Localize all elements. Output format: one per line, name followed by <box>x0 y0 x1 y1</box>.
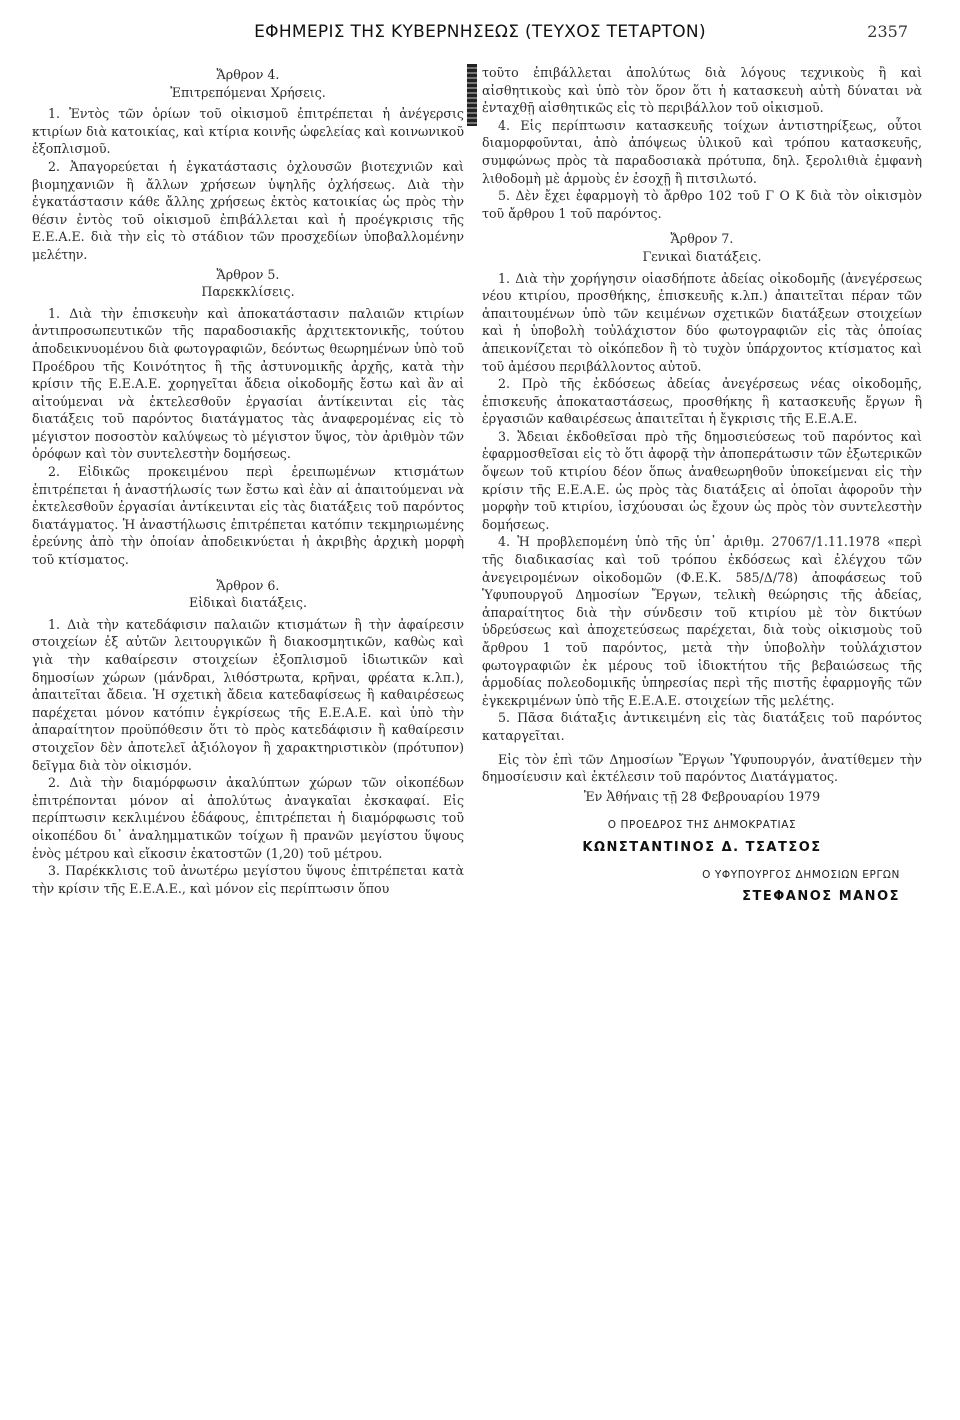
article-6-paragraph-5: 5. Δὲν ἔχει ἐφαρμογὴ τὸ ἄρθρο 102 τοῦ Γ Ο Κ διὰ τὸν οἰκισμὸν τοῦ ἄρθρου 1 τοῦ παρόντος. <box>482 188 922 221</box>
left-column <box>32 64 464 897</box>
gazette-title: ΕΦΗΜΕΡΙΣ ΤΗΣ ΚΥΒΕΡΝΗΣΕΩΣ (ΤΕΥΧΟΣ ΤΕΤΑΡΤΟΝ) <box>254 22 706 42</box>
article-6-paragraph-4: 4. Εἰς περίπτωσιν κατασκευῆς τοίχων ἀντιστηρίξεως, οὗτοι διαμορφοῦνται, ἀπὸ ἀπόψεως ὑλικοῦ καὶ τρόπου κατασκευῆς, συμφώνως πρὸς τὰ παραδοσιακὰ πρότυπα, δηλ. ξερολιθιὰ ἐμφανὴ λιθοδομὴ μὲ ἁρμοὺς ἐν ἐσοχῇ ἢ πιτσιλωτό. <box>482 117 922 186</box>
article-7-paragraph-2: 2. Πρὸ τῆς ἐκδόσεως ἀδείας ἀνεγέρσεως νέας οἰκοδομῆς, ἐπισκευῆς ἀποκαταστάσεως, προσθήκης ἢ κατασκευῆς ἔργων ἢ ἐργασιῶν καθαιρέσεως ἀπαιτεῖται ἡ ἔγκρισις τῆς Ε.Ε.Α.Ε. <box>482 376 922 427</box>
article-6-title: Ἄρθρον 6. <box>216 577 280 593</box>
deputy-minister-name: ΣΤΕΦΑΝΟΣ ΜΑΝΟΣ <box>742 889 900 905</box>
article-5-subtitle: Παρεκκλίσεις. <box>201 284 295 300</box>
article-7-title: Ἄρθρον 7. <box>670 231 734 247</box>
article-6-paragraph-1: 1. Διὰ τὴν κατεδάφισιν παλαιῶν κτισμάτων ἢ τὴν ἀφαίρεσιν στοιχείων ἐξ αὐτῶν λειτουργικῶν ἢ διακοσμητικῶν, καθὼς καὶ γιὰ τὴν καθαίρεσιν στοιχείων ἐξοπλισμοῦ ἰδιωτικῶν καὶ δημοσίων χώρων (μάνδραι, λιθόστρωτα, κρῆναι, φρέατα κ.λπ.), ἀπαιτεῖται ἄδεια. Ἡ σχετικὴ ἄδεια κατεδαφίσεως ἢ καθαιρέσεως παρέχεται μόνον κατόπιν ἐγκρίσεως τῆς Ε.Ε.Α.Ε. καὶ ὑπὸ τὴν ἀπαραίτητον προϋπόθεσιν ὅτι τὸ πρὸς κατεδάφισιν ἢ καθαίρεσιν στοιχεῖον δὲν ἀποτελεῖ ἀξιόλογον ἢ χαρακτηριστικὸν (πρότυπον) δεῖγμα διὰ τὸν οἰκισμόν. <box>32 616 464 773</box>
article-6-paragraph-2: 2. Διὰ τὴν διαμόρφωσιν ἀκαλύπτων χώρων τῶν οἰκοπέδων ἐπιτρέπονται μόνον αἱ ἀπολύτως ἀναγκαῖαι ἐκσκαφαί. Εἰς περίπτωσιν κεκλιμένου ἐδάφους, ἐπιτρέπεται ἡ διαμόρφωσις τοῦ οἰκοπέδου δι᾿ ἀναλημματικῶν τοίχων ἢ πρανῶν μεγίστου ὕψους ἑνὸς μέτρου καὶ εἴκοσιν ἑκατοστῶν (1,20) τοῦ μέτρου. <box>32 775 464 861</box>
continued-paragraph: τοῦτο ἐπιβάλλεται ἀπολύτως διὰ λόγους τεχνικοὺς ἢ καὶ αἰσθητικοὺς καὶ ὑπὸ τὸν ὅρον ὅτι ἡ κατασκευὴ αὐτὴ δύναται νὰ ἐνταχθῇ αἰσθητικῶς εἰς τὸ περιβάλλον τοῦ οἰκισμοῦ. <box>482 65 922 116</box>
article-7-subtitle: Γενικαὶ διατάξεις. <box>642 248 762 264</box>
article-6-subtitle: Εἰδικαὶ διατάξεις. <box>189 595 307 611</box>
president-name: ΚΩΝΣΤΑΝΤΙΝΟΣ Δ. ΤΣΑΤΣΟΣ <box>582 839 822 855</box>
article-5-paragraph-2: 2. Εἰδικῶς προκειμένου περὶ ἐρειπωμένων κτισμάτων ἐπιτρέπεται ἡ ἀναστήλωσίς των ἔστω καὶ ἐὰν αἱ ἀπαιτούμεναι νὰ ἐκτελεσθοῦν ἐργασίαι ἀντίκεινται εἰς τὰς διατάξεις τοῦ παρόντος διατάγματος. Ἡ ἀναστήλωσις ἐπιτρέπεται κατόπιν τεκμηριωμένης ἐρεύνης ἀπὸ τὴν ὁποίαν ἀποδεικνύεται ἡ ἀκριβὴς ἀρχικὴ μορφὴ τοῦ κτίσματος. <box>32 464 464 568</box>
article-5-paragraph-1: 1. Διὰ τὴν ἐπισκευὴν καὶ ἀποκατάστασιν παλαιῶν κτιρίων ἀντιπροσωπευτικῶν τῆς παραδοσιακῆς ἀρχιτεκτονικῆς, τούτου ἀποδεικνυομένου διὰ φωτογραφιῶν, δεόντως θεωρημένων ὑπὸ τοῦ Προέδρου τῆς Κοινότητος ἢ τῆς ἀστυνομικῆς ἀρχῆς, κατὰ τὴν κρίσιν τῆς Ε.Ε.Α.Ε. χορηγεῖται ἄδεια οἰκοδομῆς ἔστω καὶ ἂν αἱ αἰτούμεναι νὰ ἐκτελεσθοῦν ἐργασίαι ἀντίκεινται εἰς τὰς διατάξεις τοῦ παρόντος διατάγματος τὰς ἀναφερομένας εἰς τὸ μέγιστον ποσοστὸν καλύψεως τὸ μέγιστον ὕψος, τὸν ἀριθμὸν τῶν ὀρόφων καὶ τὸν συντελεστὴν δομήσεως. <box>32 305 464 462</box>
article-4-paragraph-2: 2. Ἀπαγορεύεται ἡ ἐγκατάστασις ὀχλουσῶν βιοτεχνιῶν καὶ βιομηχανιῶν ἢ ἄλλων χρήσεων ὑψηλῆς ὀχλήσεως. Διὰ τὴν ἐγκατάστασιν κάθε ἄλλης χρήσεως ἐκτὸς κατοικίας ὡς πρὸς τὴν θέσιν ἐντὸς τοῦ οἰκισμοῦ ἐπιβάλλεται καὶ ἡ προέγκρισις τῆς Ε.Ε.Α.Ε. διὰ τὴν εἰς τὸ στάδιον τῶν προσχεδίων ὑποβαλλομένην μελέτην. <box>32 158 464 262</box>
closing-paragraph: Εἰς τὸν ἐπὶ τῶν Δημοσίων Ἔργων Ὑφυπουργόν, ἀνατίθεμεν τὴν δημοσίευσιν καὶ ἐκτέλεσιν τοῦ παρόντος Διατάγματος. <box>482 751 922 785</box>
article-6-paragraph-3: 3. Παρέκκλισις τοῦ ἀνωτέρω μεγίστου ὕψους ἐπιτρέπεται κατὰ τὴν κρίσιν τῆς Ε.Ε.Α.Ε., καὶ μόνον εἰς περίπτωσιν ὅπου <box>32 863 464 896</box>
article-7-paragraph-1: 1. Διὰ τὴν χορήγησιν οἱασδήποτε ἀδείας οἰκοδομῆς (ἀνεγέρσεως νέου κτιρίου, προσθήκης, ἐπισκευῆς κ.λπ.) ἀπαιτεῖται πέραν τῶν ἀπαιτουμένων ὑπὸ τῶν κειμένων σχετικῶν διατάξεων στοιχείων καὶ ἡ ὑποβολὴ τοὐλάχιστον δύο φωτογραφιῶν εἰς τὰς ὁποίας ἀπεικονίζεται τὸ οἰκόπεδον ἢ τὸ τυχὸν ὑπάρχοντος κτίσματος καὶ τοῦ ἀμέσου περιβάλλοντος αὐτοῦ. <box>482 270 922 374</box>
page-header <box>0 22 960 50</box>
article-4-title: Ἄρθρον 4. <box>216 67 280 82</box>
signature-block <box>482 817 922 905</box>
scan-binding-mark <box>467 64 477 126</box>
president-title: Ο ΠΡΟΕΔΡΟΣ ΤΗΣ ΔΗΜΟΚΡΑΤΙΑΣ <box>607 819 797 832</box>
page-number: 2357 <box>867 22 908 41</box>
article-7-paragraph-5: 5. Πᾶσα διάταξις ἀντικειμένη εἰς τὰς διατάξεις τοῦ παρόντος καταργεῖται. <box>482 710 922 743</box>
article-7-paragraph-3: 3. Ἄδειαι ἐκδοθεῖσαι πρὸ τῆς δημοσιεύσεως τοῦ παρόντος καὶ ἐφαρμοσθεῖσαι εἰς τὸ ὅτι ἀφορᾷ τὴν ἀποπεράτωσιν τῶν ἐξωτερικῶν ὄψεων τοῦ κτιρίου δέον ὅπως ἀναθεωρηθοῦν ὑποκείμεναι εἰς τὴν κρίσιν τῆς Ε.Ε.Α.Ε. ὡς πρὸς τὰς διατάξεις αἱ ὁποῖαι ἀφοροῦν τὴν μορφὴν τοῦ κτιρίου, ἰσχύουσαι ὡς ἔχουν ὡς πρὸς τὸν συντελεστὴν δομήσεως. <box>482 428 922 532</box>
deputy-minister-title: Ο ΥΦΥΠΟΥΡΓΟΣ ΔΗΜΟΣΙΩΝ ΕΡΓΩΝ <box>702 868 900 881</box>
place-date: Ἐν Ἀθήναις τῇ 28 Φεβρουαρίου 1979 <box>583 788 821 804</box>
article-7-paragraph-4: 4. Ἡ προβλεπομένη ὑπὸ τῆς ὑπ᾿ ἀριθμ. 27067/1.11.1978 «περὶ τῆς διαδικασίας καὶ τοῦ τρόπου ἐκδόσεως καὶ ἐλέγχου τῶν ἀνεγειρομένων οἰκοδομῶν (Φ.Ε.Κ. 585/Δ/78) ἀποφάσεως τοῦ Ὑφυπουργοῦ Δημοσίων Ἔργων, τελικὴ θεώρησις τῆς ἀδείας, ἀπαραίτητος διὰ τὴν σύνδεσιν τοῦ κτιρίου μὲ τὸν δικτύων ὑδρεύσεως καὶ ἀποχετεύσεως παρέχεται, διὰ τοὺς οἰκισμοὺς τοῦ ἄρθρου 1 τοῦ παρόντος, μετὰ τὴν ὑποβολὴν τοὐλάχιστον φωτογραφιῶν ἐκ μέρους τοῦ ἰδιοκτήτου τῆς βεβαιώσεως τῆς ἁρμοδίας πολεοδομικῆς ὑπηρεσίας περὶ τῆς πιστῆς ἐφαρμογῆς τῶν ἐγκεκριμένων ὑπὸ τῆς Ε.Ε.Α.Ε. στοιχείων τῆς μελέτης. <box>482 534 922 708</box>
article-4-subtitle: Ἐπιτρεπόμεναι Χρήσεις. <box>170 84 326 100</box>
right-column <box>482 64 922 916</box>
article-5-title: Ἄρθρον 5. <box>216 266 280 282</box>
article-4-paragraph-1: 1. Ἐντὸς τῶν ὁρίων τοῦ οἰκισμοῦ ἐπιτρέπεται ἡ ἀνέγερσις κτιρίων διὰ κατοικίας, καὶ κτίρια κοινῆς ὠφελείας καὶ κοινωνικοῦ ἐξοπλισμοῦ. <box>32 106 464 157</box>
